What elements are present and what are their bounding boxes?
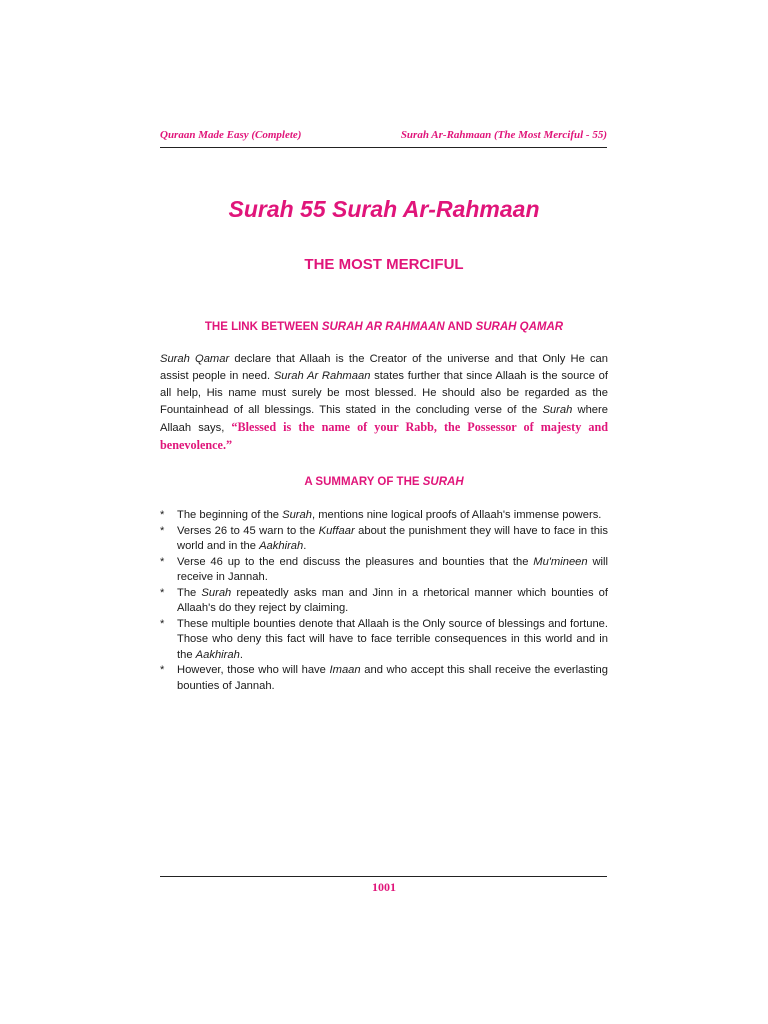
list-item bbox=[160, 617, 608, 664]
bullet-marker: * bbox=[160, 617, 165, 630]
list-item-text: The bbox=[177, 586, 202, 599]
bullet-marker: * bbox=[160, 509, 165, 521]
page-title: Surah 55 Surah Ar-Rahmaan bbox=[228, 196, 540, 222]
page-subtitle: THE MOST MERCIFUL bbox=[304, 256, 464, 273]
list-item-text: Verse 46 up to the end discuss the pleasures and bounties that the bbox=[177, 555, 534, 568]
bullet-marker: * bbox=[160, 664, 165, 676]
italic-term: Surah bbox=[542, 404, 573, 416]
italic-term: Kuffaar bbox=[318, 524, 355, 537]
italic-term: Surah bbox=[282, 509, 312, 521]
list-item-text: Verses 26 to 45 warn to the bbox=[177, 524, 319, 537]
heading-text: AND bbox=[444, 321, 476, 333]
italic-term: Surah Ar Rahmaan bbox=[273, 370, 371, 382]
italic-term: Imaan bbox=[329, 664, 361, 676]
heading-text-italic: SURAH AR RAHMAAN bbox=[321, 321, 445, 333]
heading-text: THE LINK BETWEEN bbox=[204, 321, 322, 333]
footer-divider bbox=[160, 876, 607, 877]
italic-term: Aakhirah bbox=[259, 540, 304, 552]
list-item-text: . bbox=[303, 540, 307, 552]
link-paragraph bbox=[160, 351, 608, 455]
heading-text-italic: SURAH bbox=[422, 476, 464, 488]
page-number: 1001 bbox=[372, 880, 396, 894]
list-item-text: These multiple bounties denote that Allaah is the Only source of blessings and fortune. Those who deny this fact will have to face terrible consequences in this world and in the bbox=[177, 617, 608, 661]
bullet-marker: * bbox=[160, 555, 165, 568]
paragraph-text: states further that since Allaah is the source of all help, His name must surely be most blessed. He should also be regarded as the Fountainhead of all blessings. This stated in the concluding verse of the bbox=[160, 370, 608, 416]
running-head-book-title: Quraan Made Easy (Complete) bbox=[160, 129, 302, 141]
list-item bbox=[160, 663, 608, 694]
highlighted-quote: “Blessed is the name of your Rabb, the Possessor of majesty and benevolence.” bbox=[160, 420, 608, 452]
bullet-marker: * bbox=[160, 586, 165, 599]
paragraph-text: where Allaah says, bbox=[160, 404, 608, 434]
header-divider bbox=[160, 147, 607, 148]
italic-term: Surah bbox=[201, 586, 232, 599]
summary-section-heading bbox=[0, 476, 768, 488]
italic-term: Surah Qamar bbox=[160, 353, 230, 365]
list-item-text: will receive in Jannah. bbox=[177, 555, 608, 583]
list-item bbox=[160, 524, 608, 555]
list-item bbox=[160, 586, 608, 617]
list-item-text: The beginning of the bbox=[177, 509, 283, 521]
italic-term: Aakhirah bbox=[195, 648, 240, 661]
summary-list bbox=[160, 508, 608, 694]
list-item-text: repeatedly asks man and Jinn in a rhetorical manner which bounties of Allaah's do they reject by claiming. bbox=[177, 586, 608, 614]
list-item-text: and who accept this shall receive the everlasting bounties of Jannah. bbox=[177, 664, 608, 692]
bullet-marker: * bbox=[160, 524, 165, 537]
heading-text-italic: SURAH QAMAR bbox=[475, 321, 564, 333]
heading-text: A SUMMARY OF THE bbox=[304, 476, 423, 488]
italic-term: Mu'mineen bbox=[533, 555, 588, 568]
list-item bbox=[160, 555, 608, 586]
list-item-text: . bbox=[239, 648, 243, 661]
paragraph-text: declare that Allaah is the Creator of the universe and that Only He can assist people in need. bbox=[160, 353, 608, 382]
list-item bbox=[160, 508, 608, 524]
list-item-text: , mentions nine logical proofs of Allaah's immense powers. bbox=[311, 509, 602, 521]
link-section-heading bbox=[0, 321, 768, 333]
running-head-surah-title: Surah Ar-Rahmaan (The Most Merciful - 55) bbox=[400, 129, 607, 141]
list-item-text: However, those who will have bbox=[177, 664, 330, 676]
list-item-text: about the punishment they will have to face in this world and in the bbox=[177, 524, 608, 552]
